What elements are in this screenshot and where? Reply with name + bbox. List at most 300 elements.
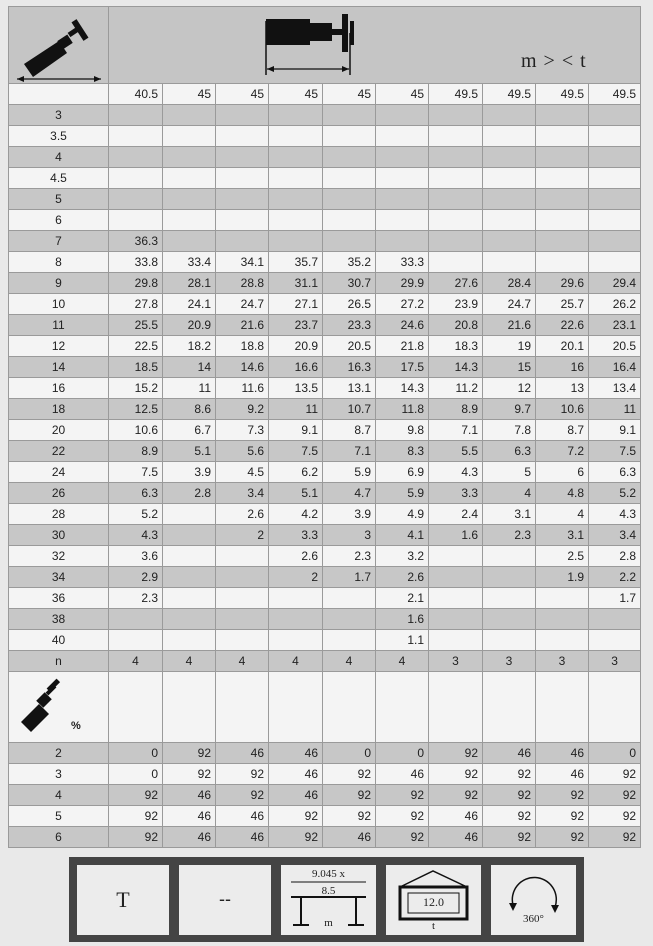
- reeving-value-cell: 3: [483, 651, 536, 672]
- telescoping-value-cell: 46: [163, 827, 216, 848]
- telescoping-header-cell: [9, 672, 109, 743]
- telescoping-value-cell: 92: [589, 827, 641, 848]
- load-value-cell: [376, 147, 429, 168]
- load-value-cell: 24.1: [163, 294, 216, 315]
- load-value-cell: 35.2: [323, 252, 376, 273]
- load-value-cell: [269, 210, 323, 231]
- telescoping-header-blank: [376, 672, 429, 743]
- load-row: [9, 357, 641, 378]
- load-value-cell: [536, 105, 589, 126]
- load-value-cell: [536, 147, 589, 168]
- load-value-cell: 14.3: [429, 357, 483, 378]
- boom-length-icon: [264, 13, 374, 75]
- load-value-cell: [163, 504, 216, 525]
- load-row: [9, 378, 641, 399]
- load-row: [9, 252, 641, 273]
- load-value-cell: 20.5: [323, 336, 376, 357]
- radius-cell: 3: [9, 105, 109, 126]
- radius-cell: 14: [9, 357, 109, 378]
- load-value-cell: 2.3: [323, 546, 376, 567]
- load-value-cell: 16.4: [589, 357, 641, 378]
- load-value-cell: [536, 252, 589, 273]
- telescoping-value-cell: 46: [536, 764, 589, 785]
- load-value-cell: 8.6: [163, 399, 216, 420]
- load-value-cell: [483, 147, 536, 168]
- load-value-cell: [323, 168, 376, 189]
- telescoping-section-cell: 5: [9, 806, 109, 827]
- telescoping-value-cell: 92: [536, 806, 589, 827]
- load-value-cell: [429, 567, 483, 588]
- telescoping-value-cell: 92: [589, 764, 641, 785]
- radius-cell: 22: [9, 441, 109, 462]
- load-value-cell: 11: [163, 378, 216, 399]
- load-value-cell: 8.9: [429, 399, 483, 420]
- telescoping-header-blank: [429, 672, 483, 743]
- load-value-cell: 6: [536, 462, 589, 483]
- load-value-cell: [429, 252, 483, 273]
- telescoping-value-cell: 46: [269, 743, 323, 764]
- telescoping-row: [9, 806, 641, 827]
- load-value-cell: 17.5: [376, 357, 429, 378]
- load-value-cell: [536, 588, 589, 609]
- load-value-cell: [163, 546, 216, 567]
- boom-length-label-cell: [9, 84, 109, 105]
- telescoping-header-blank: [163, 672, 216, 743]
- load-value-cell: [483, 252, 536, 273]
- telescoping-value-cell: 92: [109, 785, 163, 806]
- load-value-cell: 28.8: [216, 273, 269, 294]
- load-value-cell: 33.4: [163, 252, 216, 273]
- load-value-cell: 27.8: [109, 294, 163, 315]
- load-value-cell: 4.9: [376, 504, 429, 525]
- load-value-cell: 2.3: [483, 525, 536, 546]
- load-value-cell: 33.8: [109, 252, 163, 273]
- telescoping-value-cell: 92: [376, 827, 429, 848]
- load-value-cell: [589, 252, 641, 273]
- boom-length-cell: 45: [216, 84, 269, 105]
- load-value-cell: 6.7: [163, 420, 216, 441]
- reeving-value-cell: 4: [216, 651, 269, 672]
- telescoping-header-blank: [323, 672, 376, 743]
- load-value-cell: 27.6: [429, 273, 483, 294]
- load-value-cell: 5.5: [429, 441, 483, 462]
- load-chart-table: [8, 6, 641, 848]
- load-value-cell: 5.6: [216, 441, 269, 462]
- load-value-cell: 12: [483, 378, 536, 399]
- load-value-cell: 20.1: [536, 336, 589, 357]
- load-value-cell: 29.8: [109, 273, 163, 294]
- load-value-cell: 1.1: [376, 630, 429, 651]
- load-value-cell: [483, 231, 536, 252]
- load-row: [9, 336, 641, 357]
- load-value-cell: 33.3: [376, 252, 429, 273]
- telescoping-value-cell: 92: [483, 827, 536, 848]
- load-value-cell: [483, 588, 536, 609]
- load-value-cell: 22.5: [109, 336, 163, 357]
- configuration-footer: [69, 857, 584, 942]
- radius-cell: 26: [9, 483, 109, 504]
- load-value-cell: 25.5: [109, 315, 163, 336]
- load-value-cell: 23.3: [323, 315, 376, 336]
- load-value-cell: [536, 630, 589, 651]
- load-row: [9, 525, 641, 546]
- load-value-cell: [483, 567, 536, 588]
- load-value-cell: 1.6: [429, 525, 483, 546]
- percent-label: %: [71, 720, 81, 732]
- counterweight-box: [386, 865, 481, 935]
- radius-cell: 12: [9, 336, 109, 357]
- load-value-cell: 3: [323, 525, 376, 546]
- telescoping-value-cell: 92: [323, 785, 376, 806]
- load-value-cell: 18.3: [429, 336, 483, 357]
- load-value-cell: [536, 231, 589, 252]
- load-value-cell: [163, 630, 216, 651]
- load-value-cell: 13.5: [269, 378, 323, 399]
- load-value-cell: 9.1: [269, 420, 323, 441]
- load-value-cell: [536, 168, 589, 189]
- telescoping-value-cell: 92: [163, 764, 216, 785]
- load-value-cell: 5.9: [376, 483, 429, 504]
- load-value-cell: 20.5: [589, 336, 641, 357]
- outrigger-span-label: 9.045 x: [312, 868, 345, 880]
- load-value-cell: 15: [483, 357, 536, 378]
- load-value-cell: 3.3: [269, 525, 323, 546]
- telescoping-value-cell: 92: [483, 785, 536, 806]
- load-value-cell: [376, 126, 429, 147]
- telescoping-value-cell: 92: [323, 806, 376, 827]
- load-value-cell: 3.9: [323, 504, 376, 525]
- load-value-cell: [429, 588, 483, 609]
- load-value-cell: [536, 210, 589, 231]
- load-value-cell: 2: [216, 525, 269, 546]
- load-value-cell: [589, 210, 641, 231]
- boom-length-cell: 49.5: [429, 84, 483, 105]
- load-value-cell: 1.7: [323, 567, 376, 588]
- load-value-cell: 10.6: [536, 399, 589, 420]
- load-row: [9, 609, 641, 630]
- telescoping-value-cell: 46: [376, 764, 429, 785]
- load-value-cell: [536, 189, 589, 210]
- load-value-cell: [269, 231, 323, 252]
- load-value-cell: 28.4: [483, 273, 536, 294]
- load-value-cell: 13.1: [323, 378, 376, 399]
- radius-cell: 4.5: [9, 168, 109, 189]
- telescoping-value-cell: 92: [429, 764, 483, 785]
- load-value-cell: 4.3: [589, 504, 641, 525]
- load-value-cell: 4: [483, 483, 536, 504]
- telescoping-value-cell: 92: [109, 806, 163, 827]
- load-value-cell: [163, 168, 216, 189]
- load-value-cell: 4: [536, 504, 589, 525]
- load-value-cell: 4.8: [536, 483, 589, 504]
- load-value-cell: 8.9: [109, 441, 163, 462]
- telescoping-value-cell: 92: [216, 764, 269, 785]
- load-value-cell: 2.3: [109, 588, 163, 609]
- load-value-cell: [429, 231, 483, 252]
- telescoping-value-cell: 46: [483, 743, 536, 764]
- mode-label: T: [116, 887, 130, 912]
- telescoping-value-cell: 92: [269, 806, 323, 827]
- telescoping-value-cell: 46: [269, 764, 323, 785]
- load-value-cell: [269, 168, 323, 189]
- telescoping-row: [9, 827, 641, 848]
- load-row: [9, 168, 641, 189]
- reeving-label: n: [9, 651, 109, 672]
- load-value-cell: 29.9: [376, 273, 429, 294]
- load-value-cell: [109, 210, 163, 231]
- telescoping-value-cell: 46: [323, 827, 376, 848]
- boom-length-row: [9, 84, 641, 105]
- jib-label: --: [219, 889, 231, 909]
- load-row: [9, 315, 641, 336]
- load-value-cell: 7.8: [483, 420, 536, 441]
- load-value-cell: 16: [536, 357, 589, 378]
- load-value-cell: [589, 609, 641, 630]
- load-value-cell: 11: [589, 399, 641, 420]
- load-value-cell: 31.1: [269, 273, 323, 294]
- telescoping-header-blank: [269, 672, 323, 743]
- load-row: [9, 462, 641, 483]
- load-value-cell: 2.2: [589, 567, 641, 588]
- reeving-value-cell: 4: [323, 651, 376, 672]
- mode-box: [77, 865, 169, 935]
- radius-header-cell: [9, 7, 109, 84]
- load-value-cell: 7.2: [536, 441, 589, 462]
- load-value-cell: [323, 210, 376, 231]
- radius-cell: 10: [9, 294, 109, 315]
- load-value-cell: 14: [163, 357, 216, 378]
- load-value-cell: 1.6: [376, 609, 429, 630]
- load-value-cell: 26.2: [589, 294, 641, 315]
- load-value-cell: 2.4: [429, 504, 483, 525]
- slew-label: 360°: [523, 913, 544, 925]
- load-value-cell: 6.3: [589, 462, 641, 483]
- radius-cell: 3.5: [9, 126, 109, 147]
- telescoping-section-cell: 4: [9, 785, 109, 806]
- load-value-cell: 2.6: [216, 504, 269, 525]
- telescoping-header-blank: [589, 672, 641, 743]
- load-value-cell: [323, 126, 376, 147]
- load-value-cell: 2.6: [376, 567, 429, 588]
- radius-cell: 36: [9, 588, 109, 609]
- telescoping-value-cell: 92: [429, 785, 483, 806]
- load-row: [9, 147, 641, 168]
- telescoping-value-cell: 92: [376, 806, 429, 827]
- load-value-cell: 20.9: [163, 315, 216, 336]
- load-value-cell: [536, 609, 589, 630]
- load-value-cell: 26.5: [323, 294, 376, 315]
- load-value-cell: [216, 147, 269, 168]
- telescoping-value-cell: 92: [536, 827, 589, 848]
- load-value-cell: 7.1: [429, 420, 483, 441]
- load-value-cell: [163, 525, 216, 546]
- telescoping-value-cell: 46: [216, 827, 269, 848]
- load-value-cell: [216, 210, 269, 231]
- telescoping-value-cell: 0: [109, 743, 163, 764]
- telescoping-row: [9, 785, 641, 806]
- load-value-cell: [429, 168, 483, 189]
- load-value-cell: 18.5: [109, 357, 163, 378]
- load-value-cell: [163, 588, 216, 609]
- telescoping-value-cell: 92: [376, 785, 429, 806]
- slew-box: [491, 865, 576, 935]
- load-value-cell: 21.8: [376, 336, 429, 357]
- load-value-cell: 3.4: [589, 525, 641, 546]
- telescoping-value-cell: 92: [589, 785, 641, 806]
- radius-cell: 32: [9, 546, 109, 567]
- load-value-cell: [429, 126, 483, 147]
- load-row: [9, 231, 641, 252]
- load-value-cell: [269, 126, 323, 147]
- load-value-cell: 29.4: [589, 273, 641, 294]
- load-value-cell: 2.8: [163, 483, 216, 504]
- load-value-cell: 27.2: [376, 294, 429, 315]
- load-value-cell: [429, 609, 483, 630]
- load-row: [9, 546, 641, 567]
- load-value-cell: 16.3: [323, 357, 376, 378]
- load-value-cell: 9.1: [589, 420, 641, 441]
- telescoping-value-cell: 46: [429, 827, 483, 848]
- load-value-cell: [269, 588, 323, 609]
- load-value-cell: [109, 189, 163, 210]
- load-value-cell: [163, 210, 216, 231]
- load-value-cell: 6.2: [269, 462, 323, 483]
- radius-cell: 6: [9, 210, 109, 231]
- telescoping-value-cell: 92: [163, 743, 216, 764]
- load-value-cell: [323, 105, 376, 126]
- load-value-cell: [429, 630, 483, 651]
- load-value-cell: [269, 147, 323, 168]
- radius-cell: 18: [9, 399, 109, 420]
- load-value-cell: [376, 231, 429, 252]
- load-value-cell: 23.7: [269, 315, 323, 336]
- load-row: [9, 504, 641, 525]
- load-value-cell: [429, 105, 483, 126]
- load-value-cell: 29.6: [536, 273, 589, 294]
- load-value-cell: [163, 147, 216, 168]
- load-value-cell: 14.6: [216, 357, 269, 378]
- telescoping-value-cell: 0: [109, 764, 163, 785]
- load-value-cell: [376, 210, 429, 231]
- load-value-cell: 4.2: [269, 504, 323, 525]
- load-value-cell: [376, 105, 429, 126]
- load-value-cell: 34.1: [216, 252, 269, 273]
- telescoping-section-cell: 6: [9, 827, 109, 848]
- load-value-cell: 7.1: [323, 441, 376, 462]
- telescoping-value-cell: 92: [589, 806, 641, 827]
- radius-cell: 24: [9, 462, 109, 483]
- load-value-cell: [589, 231, 641, 252]
- load-value-cell: [163, 609, 216, 630]
- load-value-cell: 6.9: [376, 462, 429, 483]
- load-value-cell: [163, 567, 216, 588]
- boom-length-cell: 49.5: [536, 84, 589, 105]
- load-row: [9, 588, 641, 609]
- telescoping-header-blank: [536, 672, 589, 743]
- load-value-cell: 10.6: [109, 420, 163, 441]
- load-row: [9, 399, 641, 420]
- load-row: [9, 273, 641, 294]
- reeving-value-cell: 3: [536, 651, 589, 672]
- load-row: [9, 420, 641, 441]
- telescoping-header-row: [9, 672, 641, 743]
- load-value-cell: 2.6: [269, 546, 323, 567]
- telescoping-section-cell: 2: [9, 743, 109, 764]
- telescoping-header-blank: [109, 672, 163, 743]
- load-value-cell: 22.6: [536, 315, 589, 336]
- load-row: [9, 294, 641, 315]
- telescoping-value-cell: 0: [376, 743, 429, 764]
- load-value-cell: 3.9: [163, 462, 216, 483]
- load-value-cell: 4.7: [323, 483, 376, 504]
- load-value-cell: 21.6: [483, 315, 536, 336]
- load-value-cell: [216, 168, 269, 189]
- radius-cell: 20: [9, 420, 109, 441]
- load-value-cell: [483, 168, 536, 189]
- load-value-cell: 8.3: [376, 441, 429, 462]
- load-value-cell: 3.4: [216, 483, 269, 504]
- telescoping-value-cell: 92: [109, 827, 163, 848]
- load-value-cell: [536, 126, 589, 147]
- reeving-value-cell: 4: [109, 651, 163, 672]
- load-value-cell: [163, 189, 216, 210]
- load-value-cell: [589, 126, 641, 147]
- telescoping-header-blank: [216, 672, 269, 743]
- telescope-cylinder-icon: [17, 678, 77, 738]
- load-value-cell: 24.7: [483, 294, 536, 315]
- radius-cell: 16: [9, 378, 109, 399]
- load-value-cell: [109, 609, 163, 630]
- load-value-cell: 6.3: [483, 441, 536, 462]
- load-value-cell: [429, 189, 483, 210]
- load-value-cell: [216, 189, 269, 210]
- load-value-cell: [216, 567, 269, 588]
- load-value-cell: [589, 630, 641, 651]
- load-value-cell: 2.5: [536, 546, 589, 567]
- radius-cell: 9: [9, 273, 109, 294]
- radius-cell: 40: [9, 630, 109, 651]
- telescoping-section-cell: 3: [9, 764, 109, 785]
- load-value-cell: [589, 147, 641, 168]
- load-value-cell: 7.5: [589, 441, 641, 462]
- reeving-value-cell: 4: [163, 651, 216, 672]
- load-value-cell: [589, 105, 641, 126]
- telescoping-value-cell: 92: [269, 827, 323, 848]
- load-value-cell: 36.3: [109, 231, 163, 252]
- counterweight-value: 12.0: [423, 895, 444, 909]
- load-value-cell: [376, 168, 429, 189]
- boom-radius-icon: [9, 7, 109, 83]
- load-value-cell: 4.3: [109, 525, 163, 546]
- load-value-cell: [269, 630, 323, 651]
- load-value-cell: 11.2: [429, 378, 483, 399]
- load-value-cell: 12.5: [109, 399, 163, 420]
- telescoping-value-cell: 92: [483, 764, 536, 785]
- telescoping-value-cell: 46: [163, 785, 216, 806]
- load-value-cell: [483, 105, 536, 126]
- load-value-cell: [216, 231, 269, 252]
- load-value-cell: 5.1: [163, 441, 216, 462]
- load-row: [9, 210, 641, 231]
- counterweight-unit-label: t: [431, 920, 436, 932]
- boom-length-cell: 45: [269, 84, 323, 105]
- load-value-cell: [429, 210, 483, 231]
- load-value-cell: 9.7: [483, 399, 536, 420]
- telescoping-value-cell: 92: [483, 806, 536, 827]
- boom-length-cell: 49.5: [483, 84, 536, 105]
- load-row: [9, 630, 641, 651]
- load-value-cell: 11: [269, 399, 323, 420]
